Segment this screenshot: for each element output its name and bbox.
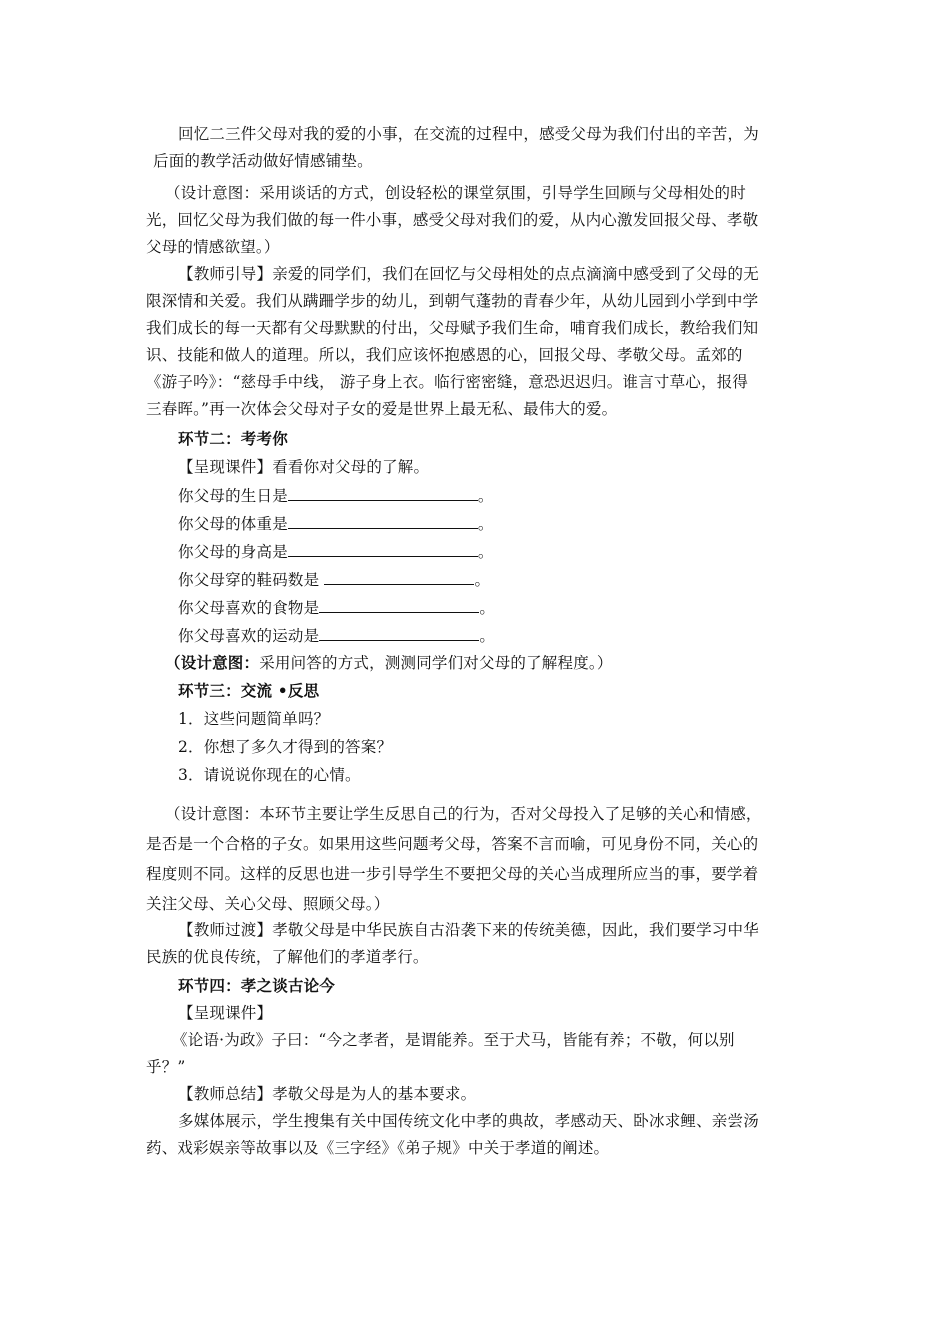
paragraph-teacher-guide-line3: 我们成长的每一天都有父母默默的付出，父母赋予我们生命，哺育我们成长，教给我们知 (146, 319, 759, 337)
paragraph-intent3-line1: （设计意图：本环节主要让学生反思自己的行为，否对父母投入了足够的关心和情感， (165, 805, 762, 823)
quiz-item-sport (178, 625, 495, 646)
answer-blank (319, 597, 479, 613)
design-intent-text: 采用问答的方式，测测同学们对父母的了解程度。） (259, 654, 613, 672)
paragraph-intent3-line3: 程度则不同。这样的反思也进一步引导学生不要把父母的关心当成理所应当的事，要学着 (146, 865, 759, 883)
paragraph-intent1-line3: 父母的情感欲望。） (146, 238, 280, 256)
quiz-end: 。 (477, 515, 494, 533)
quiz-end: 。 (479, 599, 496, 617)
design-intent-prefix: （设计意图： (165, 653, 260, 672)
answer-blank (288, 513, 478, 529)
section-heading-3: 环节三：交流 •反思 (178, 681, 320, 700)
answer-blank (324, 569, 474, 585)
quiz-end: 。 (474, 571, 491, 589)
quiz-end: 。 (479, 627, 496, 645)
paragraph-recall-line2: 后面的教学活动做好情感铺垫。 (153, 152, 373, 170)
answer-blank (288, 485, 478, 501)
quiz-label: 你父母穿的鞋码数是 (178, 571, 325, 589)
paragraph-teacher-guide-line1: 【教师引导】亲爱的同学们，我们在回忆与父母相处的点点滴滴中感受到了父母的无 (178, 265, 759, 283)
paragraph-teacher-guide-line5: 《游子吟》：“慈母手中线， 游子身上衣。临行密密缝，意恐迟迟归。谁言寸草心，报得 (146, 373, 749, 391)
quiz-label: 你父母的体重是 (178, 515, 288, 533)
quiz-label: 你父母的生日是 (178, 487, 288, 505)
answer-blank (288, 541, 478, 557)
section-heading-2: 环节二：考考你 (178, 429, 288, 448)
quiz-item-shoe-size (178, 569, 490, 590)
paragraph-analects-line1: 《论语·为政》子曰：“今之孝者，是谓能养。至于犬马，皆能有养；不敬，何以别 (172, 1031, 735, 1049)
paragraph-transition-line2: 民族的优良传统，了解他们的孝道孝行。 (146, 948, 429, 966)
paragraph-transition-line1: 【教师过渡】孝敬父母是中华民族自古沿袭下来的传统美德，因此，我们要学习中华 (178, 921, 759, 939)
paragraph-recall-line1: 回忆二三件父母对我的爱的小事，在交流的过程中，感受父母为我们付出的辛苦，为 (178, 125, 759, 143)
section-heading-4: 环节四：孝之谈古论今 (178, 976, 336, 995)
paragraph-intent3-line2: 是否是一个合格的子女。如果用这些问题考父母，答案不言而喻，可见身份不同，关心的 (146, 835, 759, 853)
question-1: 1．这些问题简单吗？ (178, 710, 330, 728)
quiz-item-birthday (178, 485, 494, 506)
paragraph-teacher-guide-line4: 识、技能和做人的道理。所以，我们应该怀抱感恩的心，回报父母、孝敬父母。孟郊的 (146, 346, 743, 364)
design-intent-2 (165, 653, 613, 673)
answer-blank (319, 625, 479, 641)
paragraph-teacher-guide-line2: 限深情和关爱。我们从蹒跚学步的幼儿，到朝气蓬勃的青春少年，从幼儿园到小学到中学 (146, 292, 759, 310)
quiz-end: 。 (477, 487, 494, 505)
question-2: 2．你想了多久才得到的答案？ (178, 738, 393, 756)
paragraph-multimedia-line2: 药、戏彩娱亲等故事以及《三字经》《弟子规》中关于孝道的阐述。 (146, 1139, 610, 1157)
quiz-item-weight (178, 513, 494, 534)
paragraph-intent1-line2: 光，回忆父母为我们做的每一件小事，感受父母对我们的爱，从内心激发回报父母、孝敬 (146, 211, 759, 229)
quiz-label: 你父母的身高是 (178, 543, 288, 561)
quiz-label: 你父母喜欢的食物是 (178, 599, 320, 617)
quiz-label: 你父母喜欢的运动是 (178, 627, 320, 645)
paragraph-intent1-line1: （设计意图：采用谈话的方式，创设轻松的课堂氛围，引导学生回顾与父母相处的时 (165, 184, 746, 202)
teacher-summary: 【教师总结】孝敬父母是为人的基本要求。 (178, 1085, 477, 1103)
courseware-label-2: 【呈现课件】 (178, 1004, 273, 1022)
paragraph-teacher-guide-line6: 三春晖。”再一次体会父母对子女的爱是世界上最无私、最伟大的爱。 (146, 400, 618, 418)
question-3: 3．请说说你现在的心情。 (178, 766, 361, 784)
quiz-end: 。 (477, 543, 494, 561)
paragraph-intent3-line4: 关注父母、关心父母、照顾父母。） (146, 895, 390, 913)
paragraph-multimedia-line1: 多媒体展示，学生搜集有关中国传统文化中孝的典故，孝感动天、卧冰求鲤、亲尝汤 (178, 1112, 759, 1130)
paragraph-analects-line2: 乎？” (146, 1058, 186, 1076)
courseware-label-1: 【呈现课件】看看你对父母的了解。 (178, 458, 430, 476)
quiz-item-height (178, 541, 494, 562)
quiz-item-food (178, 597, 495, 618)
